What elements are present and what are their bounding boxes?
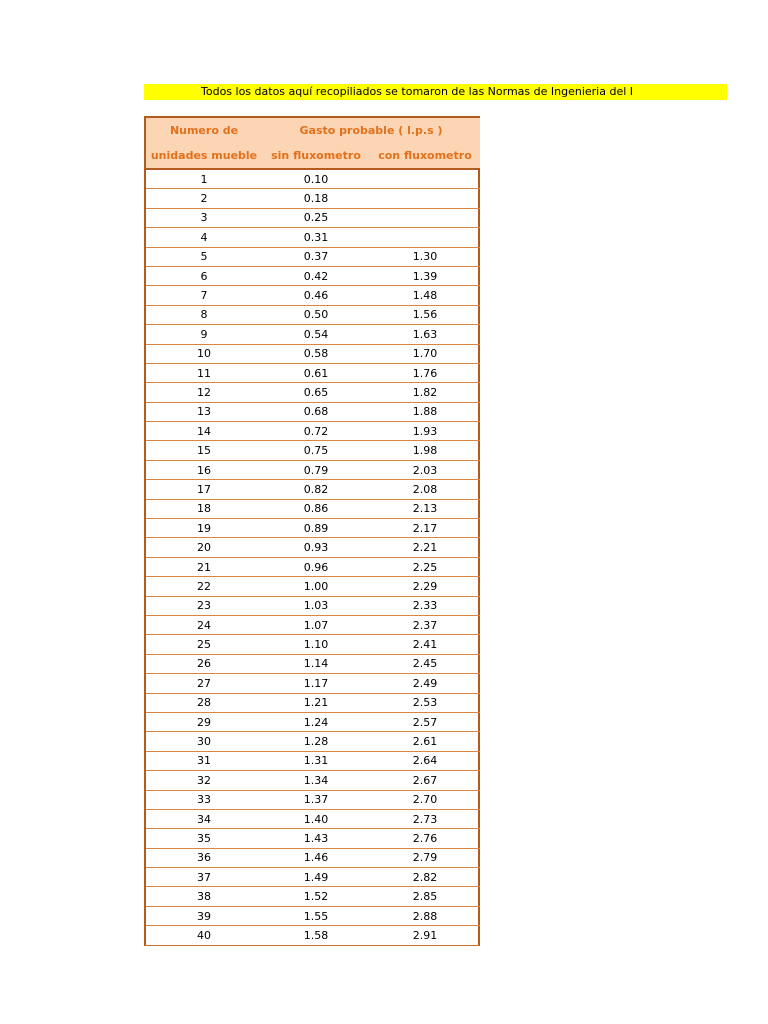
cell-con-fluxometro: 2.08 [370,480,480,499]
cell-sin-fluxometro: 0.46 [262,286,370,305]
cell-sin-fluxometro: 1.31 [262,751,370,770]
cell-unidades: 22 [146,577,262,596]
table-row [146,169,480,189]
cell-con-fluxometro: 2.85 [370,887,480,906]
cell-sin-fluxometro: 1.07 [262,615,370,634]
cell-con-fluxometro: 1.76 [370,363,480,382]
header-row-2 [146,143,480,169]
cell-sin-fluxometro: 0.86 [262,499,370,518]
cell-unidades: 8 [146,305,262,324]
cell-con-fluxometro [370,169,480,189]
cell-unidades: 23 [146,596,262,615]
cell-unidades: 5 [146,247,262,266]
cell-con-fluxometro: 2.73 [370,809,480,828]
cell-unidades: 3 [146,208,262,227]
table-row [146,732,480,751]
table-row [146,460,480,479]
cell-sin-fluxometro: 1.28 [262,732,370,751]
cell-unidades: 13 [146,402,262,421]
table-row [146,868,480,887]
cell-unidades: 32 [146,771,262,790]
cell-unidades: 24 [146,615,262,634]
cell-unidades: 11 [146,363,262,382]
cell-unidades: 36 [146,848,262,867]
cell-con-fluxometro [370,228,480,247]
table-body [146,169,480,945]
cell-sin-fluxometro: 0.82 [262,480,370,499]
cell-unidades: 33 [146,790,262,809]
cell-con-fluxometro: 2.03 [370,460,480,479]
header-unidades-mueble: unidades mueble [146,143,262,169]
cell-unidades: 31 [146,751,262,770]
notice-banner [144,84,727,100]
cell-con-fluxometro: 1.88 [370,402,480,421]
cell-sin-fluxometro: 0.31 [262,228,370,247]
cell-con-fluxometro: 2.17 [370,519,480,538]
cell-con-fluxometro: 1.39 [370,266,480,285]
table-row [146,557,480,576]
table-row [146,790,480,809]
cell-con-fluxometro: 2.61 [370,732,480,751]
cell-sin-fluxometro: 1.17 [262,674,370,693]
cell-unidades: 1 [146,169,262,189]
table-row [146,325,480,344]
cell-con-fluxometro: 2.29 [370,577,480,596]
cell-unidades: 9 [146,325,262,344]
cell-con-fluxometro: 1.98 [370,441,480,460]
cell-con-fluxometro: 2.70 [370,790,480,809]
table-row [146,208,480,227]
cell-unidades: 10 [146,344,262,363]
notice-banner-text: Todos los datos aquí recopiliados se tomaron de las Normas de Ingenieria del I [201,85,634,98]
cell-sin-fluxometro: 0.58 [262,344,370,363]
cell-sin-fluxometro: 0.18 [262,189,370,208]
cell-unidades: 21 [146,557,262,576]
cell-con-fluxometro: 1.30 [370,247,480,266]
table-row [146,848,480,867]
cell-sin-fluxometro: 1.34 [262,771,370,790]
table-row [146,422,480,441]
table-row [146,363,480,382]
cell-con-fluxometro: 2.91 [412,928,438,942]
cell-unidades: 4 [146,228,262,247]
cell-sin-fluxometro: 0.96 [262,557,370,576]
table-row [146,344,480,363]
cell-sin-fluxometro: 1.58 [303,928,329,942]
table-row [146,906,480,925]
cell-con-fluxometro: 1.56 [370,305,480,324]
cell-sin-fluxometro: 0.65 [262,383,370,402]
header-row-1 [146,118,480,143]
table-row [146,402,480,421]
cell-unidades: 26 [146,654,262,673]
flow-rate-table [144,116,480,946]
cell-sin-fluxometro: 1.03 [262,596,370,615]
cell-unidades: 16 [146,460,262,479]
table-row [146,499,480,518]
cell-sin-fluxometro: 0.75 [262,441,370,460]
cell-sin-fluxometro: 1.10 [262,635,370,654]
header-con-fluxometro: con fluxometro [370,143,480,169]
cell-sin-fluxometro: 1.37 [262,790,370,809]
cell-unidades: 18 [146,499,262,518]
table-row [146,228,480,247]
cell-con-fluxometro: 2.64 [370,751,480,770]
cell-sin-fluxometro: 0.10 [262,169,370,189]
table-row [146,615,480,634]
table-row [146,829,480,848]
table-row [146,887,480,906]
cell-unidades: 39 [146,906,262,925]
table-row [146,538,480,557]
table-row [146,809,480,828]
table-row [146,480,480,499]
table-row [146,674,480,693]
cell-con-fluxometro: 2.13 [370,499,480,518]
cell-unidades: 27 [146,674,262,693]
cell-unidades: 15 [146,441,262,460]
cell-sin-fluxometro: 0.54 [262,325,370,344]
cell-con-fluxometro: 1.63 [370,325,480,344]
flow-rate-table-grid [146,118,480,945]
table-row [146,286,480,305]
cell-sin-fluxometro: 0.37 [262,247,370,266]
cell-sin-fluxometro: 1.49 [262,868,370,887]
cell-con-fluxometro: 2.67 [370,771,480,790]
table-row [146,577,480,596]
table-row [146,926,480,945]
cell-unidades: 20 [146,538,262,557]
table-row [146,654,480,673]
cell-sin-fluxometro: 0.72 [262,422,370,441]
cell-sin-fluxometro: 0.42 [262,266,370,285]
cell-unidades: 6 [146,266,262,285]
cell-con-fluxometro: 2.25 [370,557,480,576]
cell-con-fluxometro: 1.82 [370,383,480,402]
cell-con-fluxometro: 2.82 [370,868,480,887]
cell-unidades: 34 [146,809,262,828]
cell-unidades: 12 [146,383,262,402]
header-numero-de: Numero de [146,118,262,143]
cell-con-fluxometro: 2.79 [370,848,480,867]
cell-con-fluxometro [370,208,480,227]
table-row [146,189,480,208]
table-row [146,771,480,790]
table-row [146,635,480,654]
cell-sin-fluxometro: 1.55 [262,906,370,925]
cell-sin-fluxometro: 1.52 [262,887,370,906]
cell-unidades: 30 [146,732,262,751]
cell-sin-fluxometro: 0.68 [262,402,370,421]
cell-unidades: 37 [146,868,262,887]
cell-sin-fluxometro: 0.61 [262,363,370,382]
table-row [146,712,480,731]
cell-con-fluxometro [370,189,480,208]
cell-sin-fluxometro: 0.93 [262,538,370,557]
table-row [146,519,480,538]
cell-con-fluxometro: 2.45 [370,654,480,673]
table-row [146,383,480,402]
cell-con-fluxometro: 2.88 [370,906,480,925]
cell-con-fluxometro: 2.21 [370,538,480,557]
cell-unidades: 2 [146,189,262,208]
cell-unidades: 17 [146,480,262,499]
cell-unidades: 25 [146,635,262,654]
cell-sin-fluxometro: 0.89 [262,519,370,538]
table-row [146,693,480,712]
table-header [146,118,480,169]
cell-con-fluxometro: 1.48 [370,286,480,305]
cell-con-fluxometro: 2.41 [370,635,480,654]
table-row [146,596,480,615]
cell-sin-fluxometro: 1.24 [262,712,370,731]
table-row [146,266,480,285]
cell-unidades: 40 [197,928,211,942]
cell-sin-fluxometro: 1.00 [262,577,370,596]
cell-sin-fluxometro: 1.46 [262,848,370,867]
cell-sin-fluxometro: 1.40 [262,809,370,828]
table-row [146,751,480,770]
cell-sin-fluxometro: 0.79 [262,460,370,479]
cell-sin-fluxometro: 0.25 [262,208,370,227]
cell-con-fluxometro: 2.33 [370,596,480,615]
table-row [146,441,480,460]
cell-sin-fluxometro: 1.43 [262,829,370,848]
cell-con-fluxometro: 2.37 [370,615,480,634]
cell-unidades: 19 [146,519,262,538]
header-sin-fluxometro: sin fluxometro [262,143,370,169]
cell-unidades: 7 [146,286,262,305]
cell-unidades: 28 [146,693,262,712]
cell-unidades: 29 [146,712,262,731]
cell-sin-fluxometro: 1.21 [262,693,370,712]
cell-con-fluxometro: 1.93 [370,422,480,441]
cell-unidades: 35 [146,829,262,848]
table-row [146,247,480,266]
cell-con-fluxometro: 2.53 [370,693,480,712]
cell-con-fluxometro: 1.70 [370,344,480,363]
cell-con-fluxometro: 2.49 [370,674,480,693]
header-gasto-probable: Gasto probable ( l.p.s ) [262,118,480,143]
table-row [146,305,480,324]
cell-sin-fluxometro: 0.50 [262,305,370,324]
cell-sin-fluxometro: 1.14 [262,654,370,673]
cell-unidades: 14 [146,422,262,441]
cell-con-fluxometro: 2.76 [370,829,480,848]
cell-con-fluxometro: 2.57 [370,712,480,731]
cell-unidades: 38 [146,887,262,906]
